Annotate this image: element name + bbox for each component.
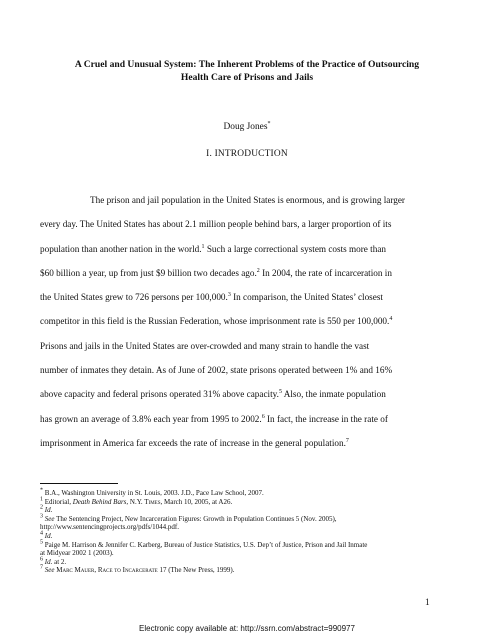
body-line-text: competitor in this field is the Russian Federation, whose imprisonment rate is 550 per 100,000.	[40, 316, 390, 327]
title-line-2: Health Care of Prisons and Jails	[180, 72, 314, 83]
body-line-continuation: Such a large correctional system costs more than	[204, 243, 386, 254]
body-text	[40, 188, 440, 455]
body-line	[40, 261, 440, 285]
footnote-text: at Midyear 2002 1 (2003).	[40, 549, 114, 558]
footnote-smallcaps: imes	[148, 497, 161, 506]
footnote-text: at 2.	[52, 557, 67, 566]
body-line-text: every day. The United States has about 2.1 million people behind bars, a larger proportion of its	[40, 219, 392, 230]
footnote-mark: 5	[40, 539, 43, 546]
body-line	[40, 309, 440, 333]
footnote-ref: 3	[227, 292, 231, 299]
body-line	[40, 285, 440, 309]
ssrn-footer-link[interactable]: Electronic copy available at: http://ssrn.com/abstract=990977	[139, 624, 355, 633]
footnote	[40, 515, 450, 524]
footnotes	[40, 489, 450, 575]
body-line	[40, 237, 440, 261]
footnote-mark: 3	[40, 513, 43, 520]
section-heading: I. INTRODUCTION	[206, 149, 288, 159]
footnote-ref: 5	[278, 389, 282, 396]
footnote	[40, 506, 450, 515]
footnote-text: , N.Y. T	[126, 497, 149, 506]
body-line-text: the United States grew to 726 persons per 100,000.	[40, 292, 228, 303]
footnote-text: B.A., Washington University in St. Louis, 2003. J.D., Pace Law School, 2007.	[43, 489, 264, 497]
body-line-continuation: In 2004, the rate of incarceration in	[259, 267, 392, 278]
footnote-mark: 7	[40, 565, 43, 572]
footnote-smallcaps: auer	[80, 566, 95, 575]
footnote	[40, 566, 450, 575]
body-line	[40, 407, 440, 431]
footnote	[40, 532, 450, 541]
footnote	[40, 498, 450, 507]
footnote-italic: See	[43, 566, 55, 575]
body-line-continuation: In comparison, the United States’ closest	[230, 292, 383, 303]
footnote-text: Editorial,	[43, 497, 73, 506]
page-number: 1	[425, 598, 430, 608]
footnote-mark: 2	[40, 504, 43, 511]
body-line	[40, 358, 440, 382]
footnote-ref: 7	[345, 437, 349, 444]
title-line-1: A Cruel and Unusual System: The Inherent Problems of the Practice of Outsourcing	[74, 59, 420, 70]
body-line-continuation: Also, the inmate population	[281, 389, 386, 400]
author-name: Doug Jones	[223, 122, 268, 132]
footnote-italic: See	[43, 514, 55, 523]
footnote	[40, 523, 450, 532]
body-line-text: The prison and jail population in the United States is enormous, and is growing larger	[90, 195, 405, 205]
footnote-mark: *	[40, 487, 43, 494]
footnote-smallcaps: ace to	[102, 566, 123, 575]
footnote-text: http://www.sentencingprojects.org/pdfs/1044.pdf.	[40, 523, 180, 532]
footnote-mark: 4	[40, 530, 43, 537]
author	[0, 122, 494, 132]
footnote-smallcaps: ncarcerate	[124, 566, 158, 575]
footnote-text: Paige M. Harrison & Jennifer C. Karberg, Bureau of Justice Statistics, U.S. Dep’t of Justice, Prison and Jail Inmate	[43, 540, 368, 549]
body-line-continuation: In fact, the increase in the rate of	[264, 413, 388, 424]
footnote-text: M	[74, 566, 81, 575]
body-line	[40, 431, 440, 455]
footnote	[40, 549, 450, 558]
body-line	[40, 334, 440, 358]
footnote-mark: 6	[40, 556, 43, 563]
footnote-ref: 4	[389, 316, 393, 323]
body-line-text: has grown an average of 3.8% each year from 1995 to 2002.	[40, 413, 262, 424]
footnote	[40, 541, 450, 550]
footnote	[40, 489, 450, 498]
footnote-mark: 1	[40, 496, 43, 503]
footnote-text: 17 (The New Press, 1999).	[157, 566, 235, 575]
footnote-italic: Id.	[43, 506, 53, 515]
body-line-text: $60 billion a year, up from just $9 billion two decades ago.	[40, 267, 257, 278]
body-line-text: number of inmates they detain. As of June of 2002, state prisons operated between 1% and 16%	[40, 365, 393, 376]
footnote-ref: 2	[256, 267, 260, 274]
footnote-ref: 6	[261, 413, 265, 420]
body-line-text: above capacity and federal prisons operated 31% above capacity.	[40, 389, 279, 400]
footnote-italic: Id.	[43, 531, 53, 540]
body-line	[40, 212, 440, 236]
footnote-text: The Sentencing Project, New Incarceration Figures: Growth in Population Continues 5 (Nov. 2005),	[54, 514, 337, 523]
body-line	[40, 382, 440, 406]
body-line-text: Prisons and jails in the United States are over-crowded and many strain to handle the vast	[40, 340, 370, 351]
footnote-smallcaps: arc	[62, 566, 75, 575]
author-footnote-mark: *	[267, 120, 271, 127]
footnote-text: , R	[94, 566, 103, 575]
paper-title	[40, 58, 454, 84]
footnote-divider	[40, 483, 118, 484]
footnote-text: M	[54, 566, 63, 575]
body-line	[40, 188, 440, 212]
footnote-text: I	[122, 566, 125, 575]
body-line-text: imprisonment in America far exceeds the rate of increase in the general population.	[40, 437, 346, 448]
footnote-italic: Id.	[43, 557, 53, 566]
body-line-text: population than another nation in the world.	[40, 243, 202, 254]
footnote-ref: 1	[201, 243, 205, 250]
footnote-text: , March 10, 2005, at A26.	[160, 497, 233, 506]
footnote-italic: Death Behind Bars	[72, 497, 127, 506]
